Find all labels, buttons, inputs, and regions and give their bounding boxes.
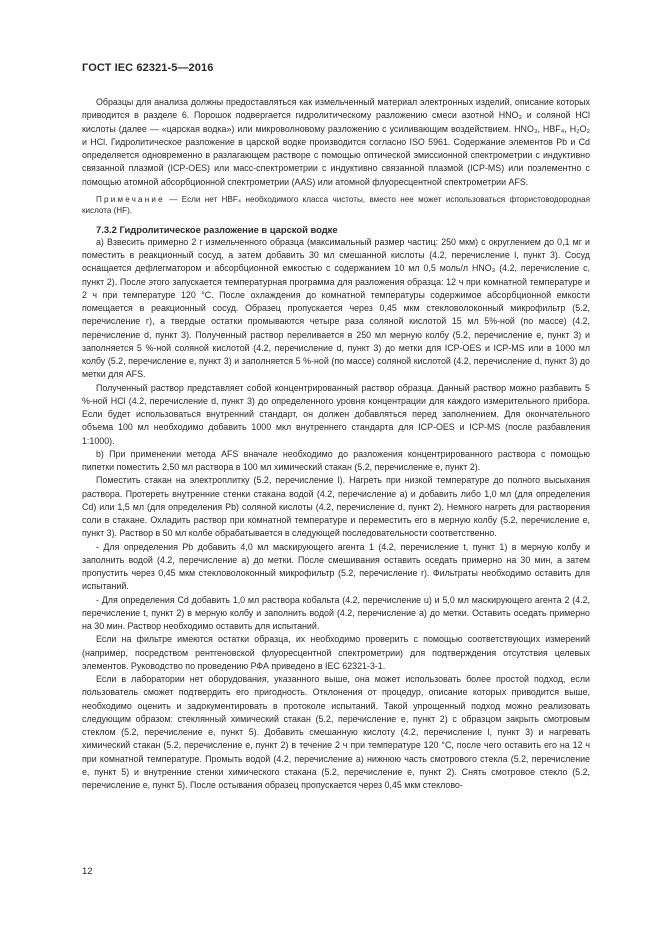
page-number: 12 [82,866,93,877]
section-paragraph-residue: Если на фильтре имеются остатки образца, их необходимо проверить с помощью соответствующих измерений (например, посредством рентгеновской флуоресцентной спектрометрии) для подтверждения отсутствия целевых элементов. Руководство по проведению РФА приведено в IEC 62321-3-1. [82,634,590,671]
section-paragraph-concentrate: Полученный раствор представляет собой концентрированный раствор образца. Данный раствор можно разбавить 5 %-ной HCl (4.2, перечисление d, пункт 3) до определенного уровня концентрации для каждого измерительного прибора. Если будет использоваться внутренний стандарт, он должен добавляться перед заполнением. Для окончательного объема 100 мл необходимо добавить 1000 мкл внутреннего стандарта для ICP-OES и ICP-MS (после разбавления 1:1000). [82,382,590,446]
section-paragraph-hotplate: Поместить стакан на электроплитку (5.2, перечисление l). Нагреть при низкой температуре до полного высыхания раствора. Протереть внутренние стенки стакана водой (4.2, перечисление a) и добавить либо 1,0 мл (для определения Cd) или 1,5 мл (для определения Pb) соляной кислоты (4.2, перечисление d, пункт 2). Немного нагреть для растворения соли в стакане. Охладить раствор при комнатной температуре и переместить его в мерную колбу (5.2, перечисление e, пункт 3). Раствор в 50 мл колбе обрабатывается в следующей последовательности соответственно. [82,475,590,539]
page-body [82,96,590,792]
note-text: — Если нет HBF₄ необходимого класса чистоты, вместо нее может использоваться фтористоводородная кислота (HF). [82,194,590,216]
section-paragraph-simplified: Если в лаборатории нет оборудования, указанного выше, она может использовать более простой подход, если пользователь сможет подтвердить его пригодность. Отклонения от процедур, описание которых приводится выше, необходимо оценить и задокументировать в протоколе испытаний. Такой упрощенный подход можно реализовать следующим образом: стеклянный химический стакан (5.2, перечисление e, пункт 2) с образцом закрыть смотровым стеклом (5.2, перечисление e, пункт 5). Добавить смешанную кислоту (4.2, перечисление l, пункт 3) и нагревать химический стакан (5.2, перечисление e, пункт 2) в течение 2 ч при температуре 120 °С, после чего оставить его на 12 ч при комнатной температуре. Промыть водой (4.2, перечисление a) нижнюю часть смотрового стекла (5.2, перечисление e, пункт 5) и внутренние стенки химического стакана (5.2, перечисление e, пункт 2). Снять смотровое стекло (5.2, перечисление e, пункт 5). После остывания образец пропускается через 0,45 мкм стеклово- [82,674,590,790]
note-label: Примечание [96,194,165,204]
section-paragraph-cd: - Для определения Cd добавить 1,0 мл раствора кобальта (4.2, перечисление u) и 5,0 мл маскирующего агента 2 (4.2, перечисление t, пункт 2) в мерную колбу и заполнить водой (4.2, перечисление a) до метки. Оставить оседать примерно на 30 мин. Раствор необходимо оставить для испытаний. [82,594,590,631]
section-paragraph-pb: - Для определения Pb добавить 4,0 мл маскирующего агента 1 (4.2, перечисление t, пункт 1) в мерную колбу и заполнить водой (4.2, перечисление a) до метки. После смешивания оставить оседать примерно на 30 мин, а затем пропустить через 0,45 мкм стекловолоконный микрофильтр (5.2, перечисление r). Фильтраты необходимо оставить для испытаний. [82,541,590,592]
note [82,194,590,217]
section-paragraph-a: a) Взвесить примерно 2 г измельченного образца (максимальный размер частиц: 250 мкм) с округлением до 0,1 мг и поместить в реакционный сосуд, а затем добавить 30 мл смешанной кислоты (4.2, перечисление l, пункт 3). Сосуд оснащается дефлегматором и абсорбционной емкостью с содержанием 10 мл 0,5 моль/л HNO₃ (4.2, перечисление c, пункт 2). После этого запускается температурная программа для разложения образца: 12 ч при комнатной температуре и 2 ч при температуре 120 °С. После охлаждения до комнатной температуры содержимое абсорбционной емкости помещается в реакционный сосуд. Образец пропускается через 0,45 мкм стекловолоконный микрофильтр (5.2, перечисление г), а твердые остатки промываются четыре раза соляной кислотой 15 мл 5%-ной (по массе) (4.2, перечисление d, пункт 3). Полученный раствор переливается в 250 мл мерную колбу (5.2, перечисление e, пункт 3) и заполняется 5 %-ной соляной кислотой (4.2, перечисление d, пункт 3) до метки для ICP-OES и ICP-MS или в 1000 мл колбу (5.2, перечисление e, пункт 3) и заполняется 5 %-ной (по массе) соляной кислотой (4.2, перечисление d, пункт 3) до метки для AFS. [82,236,590,380]
intro-paragraph: Образцы для анализа должны предоставляться как измельченный материал электронных изделий, описание которых приводится в разделе 6. Порошок подвергается гидролитическому разложению смеси азотной HNO₃ и соляной HCl кислоты (далее — «царская водка») или микроволновому разложению с усиливающим воздействием. HNO₃, HBF₄, H₂O₂ и HCl. Гидролитическое разложение в царской водке производится согласно ISO 5961. Содержание элементов Pb и Cd определяется одновременно в разлагающем растворе с помощью оптической эмиссионной спектрометрии с индуктивно связанной плазмой (ICP-OES) или масс-спектрометрии с индуктивно связанной плазмой (ICP-MS) или поэлементно с помощью атомной абсорбционной спектрометрии (AAS) или атомной флуоресцентной спектрометрии AFS. [82,97,590,187]
section-paragraph-b: b) При применении метода AFS вначале необходимо до разложения концентрированного раствора с помощью пипетки поместить 2,50 мл раствора в 100 мл химический стакан (5.2, перечисление e, пункт 2). [82,448,590,472]
document-header: ГОСТ IEC 62321-5—2016 [82,62,214,74]
section-heading: 7.3.2 Гидролитическое разложение в царской водке [96,223,338,235]
